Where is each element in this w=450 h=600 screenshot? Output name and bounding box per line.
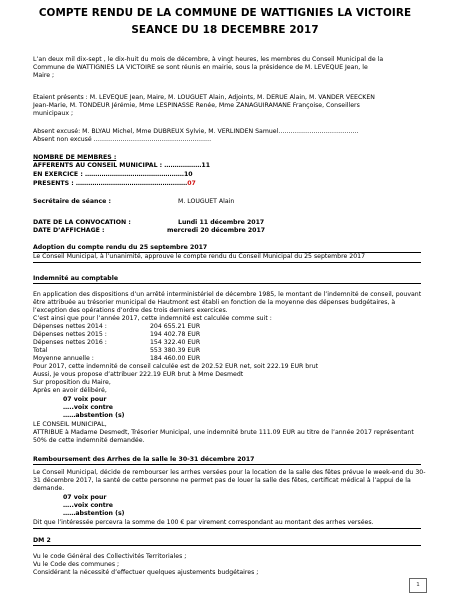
section-rule (33, 528, 421, 529)
secretaire-label: Secrétaire de séance : (33, 198, 111, 205)
presents-line: Jean-Marie, M. TONDEUR Jérémie, Mme LESPINASSE Renée, Mme ZANAGUIRAMANE Françoise, Conseillers (33, 102, 360, 109)
expense-value: 184 460.00 EUR (150, 355, 201, 362)
presents-line: municipaux ; (33, 110, 74, 117)
dm2-line: Considérant la nécessité d’effectuer quelques ajustements budgétaires ; (33, 569, 259, 576)
indemnite-after: Après en avoir délibéré, (33, 387, 107, 394)
indemnite-after: Pour 2017, cette indemnité de conseil calculée est de 202.52 EUR net, soit 222.19 EUR brut (33, 363, 319, 370)
expense-label: Dépenses nettes 2016 : (33, 339, 107, 346)
vote-pour: 07 voix pour (63, 396, 107, 403)
vote-abstention: ……abstention (s) (63, 510, 125, 517)
arrhes-line: 31 décembre 2017, la santé de cette personne ne permet pas de louer la salle des fêtes, certificat médical à l’appui de la (33, 477, 411, 484)
indemnite-line: être attribuée au trésorier municipal de Hautmont est établi en fonction de la moyenne des dépenses budgétaires, à (33, 299, 396, 306)
indemnite-line: En application des dispositions d’un arrêté interministériel de décembre 1985, le montant de l’indemnité de conseil, pouvant (33, 291, 422, 298)
secretaire-value: M. LOUGUET Alain (178, 198, 235, 205)
intro-line: Maire ; (33, 72, 55, 79)
affichage-value: mercredi 20 décembre 2017 (167, 227, 266, 234)
section-rule (33, 283, 421, 284)
indemnite-line: l’exception des opérations d’ordre des trois derniers exercices. (33, 307, 228, 314)
expense-value: 204 655.21 EUR (150, 323, 201, 330)
expense-label: Dépenses nettes 2015 : (33, 331, 107, 338)
arrhes-line: demande. (33, 485, 65, 492)
page-number: 1 (409, 578, 427, 593)
document-subtitle: SEANCE DU 18 DECEMBRE 2017 (131, 24, 319, 36)
indemnite-decision: ATTRIBUE à Madame Desmedt, Trésorier Municipal, une indemnité brute 111.09 EUR au titre de l’année 2017 représentant (33, 429, 414, 436)
expense-value: 553 380.39 EUR (150, 347, 201, 354)
membres-heading: NOMBRE DE MEMBRES : (33, 154, 117, 161)
expense-label: Moyenne annuelle : (33, 355, 94, 362)
expense-label: Dépenses nettes 2014 : (33, 323, 107, 330)
absent-non-excuse: Absent non excusé ………………………………………………… (33, 136, 212, 143)
intro-line: L’an deux mil dix-sept , le dix-huit du mois de décembre, à vingt heures, les membres du Conseil Municipal de la (33, 56, 384, 63)
indemnite-decision: LE CONSEIL MUNICIPAL, (33, 421, 107, 428)
arrhes-footer: Dit que l’intéressée percevra la somme de 100 € par virement correspondant au montant des arrhes versées. (33, 519, 374, 526)
dm2-line: Vu le code Général des Collectivités Territoriales ; (33, 553, 187, 560)
section-rule (33, 262, 421, 263)
section-rule (33, 464, 421, 465)
membres-afferents: AFFERENTS AU CONSEIL MUNICIPAL : ………………11 (33, 162, 211, 169)
expense-value: 194 402.78 EUR (150, 331, 201, 338)
membres-exercice: EN EXERCICE : …………………………………………10 (33, 171, 193, 178)
membres-presents-label: PRESENTS : ……………………………………………… (33, 180, 188, 187)
section-rule (33, 545, 421, 546)
indemnite-heading: Indemnité au comptable (33, 275, 119, 282)
arrhes-line: Le Conseil Municipal, décide de rembourser les arrhes versées pour la location de la salle des fêtes prévue le week-end du 30- (33, 469, 426, 476)
dm2-heading: DM 2 (33, 537, 51, 544)
membres-presents-value: 07 (187, 180, 196, 187)
intro-line: Commune de WATTIGNIES LA VICTOIRE se sont réunis en mairie, sous la présidence de M. LEVEQUE Jean, le (33, 64, 368, 71)
adoption-heading: Adoption du compte rendu du 25 septembre 2017 (33, 244, 208, 251)
vote-contre: …..voix contre (63, 404, 113, 411)
vote-contre: …..voix contre (63, 502, 113, 509)
convocation-label: DATE DE LA CONVOCATION : (33, 219, 131, 226)
indemnite-line: C’est ainsi que pour l’année 2017, cette indemnité est calculée comme suit : (33, 315, 272, 322)
vote-pour: 07 voix pour (63, 494, 107, 501)
affichage-label: DATE D’AFFICHAGE : (33, 227, 105, 234)
document-title: COMPTE RENDU DE LA COMMUNE DE WATTIGNIES LA VICTOIRE (38, 7, 412, 19)
expense-label: Total (33, 347, 48, 354)
indemnite-decision: 50% de cette indemnité demandée. (33, 437, 145, 444)
adoption-text: Le Conseil Municipal, à l’unanimité, approuve le compte rendu du Conseil Municipal du 25 septembre 2017 (33, 253, 366, 260)
dm2-line: Vu le Code des communes ; (33, 561, 120, 568)
presents-line: Etaient présents : M. LEVEQUE Jean, Maire, M. LOUGUET Alain, Adjoints, M. DERUE Alain, M. VANDER VEECKEN (33, 94, 375, 101)
arrhes-heading: Remboursement des Arrhes de la salle le 30-31 décembre 2017 (33, 456, 255, 463)
absent-excuse: Absent excusé: M. BLYAU Michel, Mme DUBREUX Sylvie, M. VERLINDEN Samuel………………………………… (33, 128, 359, 135)
vote-abstention: ……abstention (s) (63, 412, 125, 419)
expense-value: 154 322.40 EUR (150, 339, 201, 346)
indemnite-after: Aussi, Je vous propose d’attribuer 222.19 EUR brut à Mme Desmedt (33, 371, 244, 378)
indemnite-after: Sur proposition du Maire, (33, 379, 111, 386)
membres-presents (33, 180, 196, 188)
convocation-value: Lundi 11 décembre 2017 (178, 219, 265, 226)
